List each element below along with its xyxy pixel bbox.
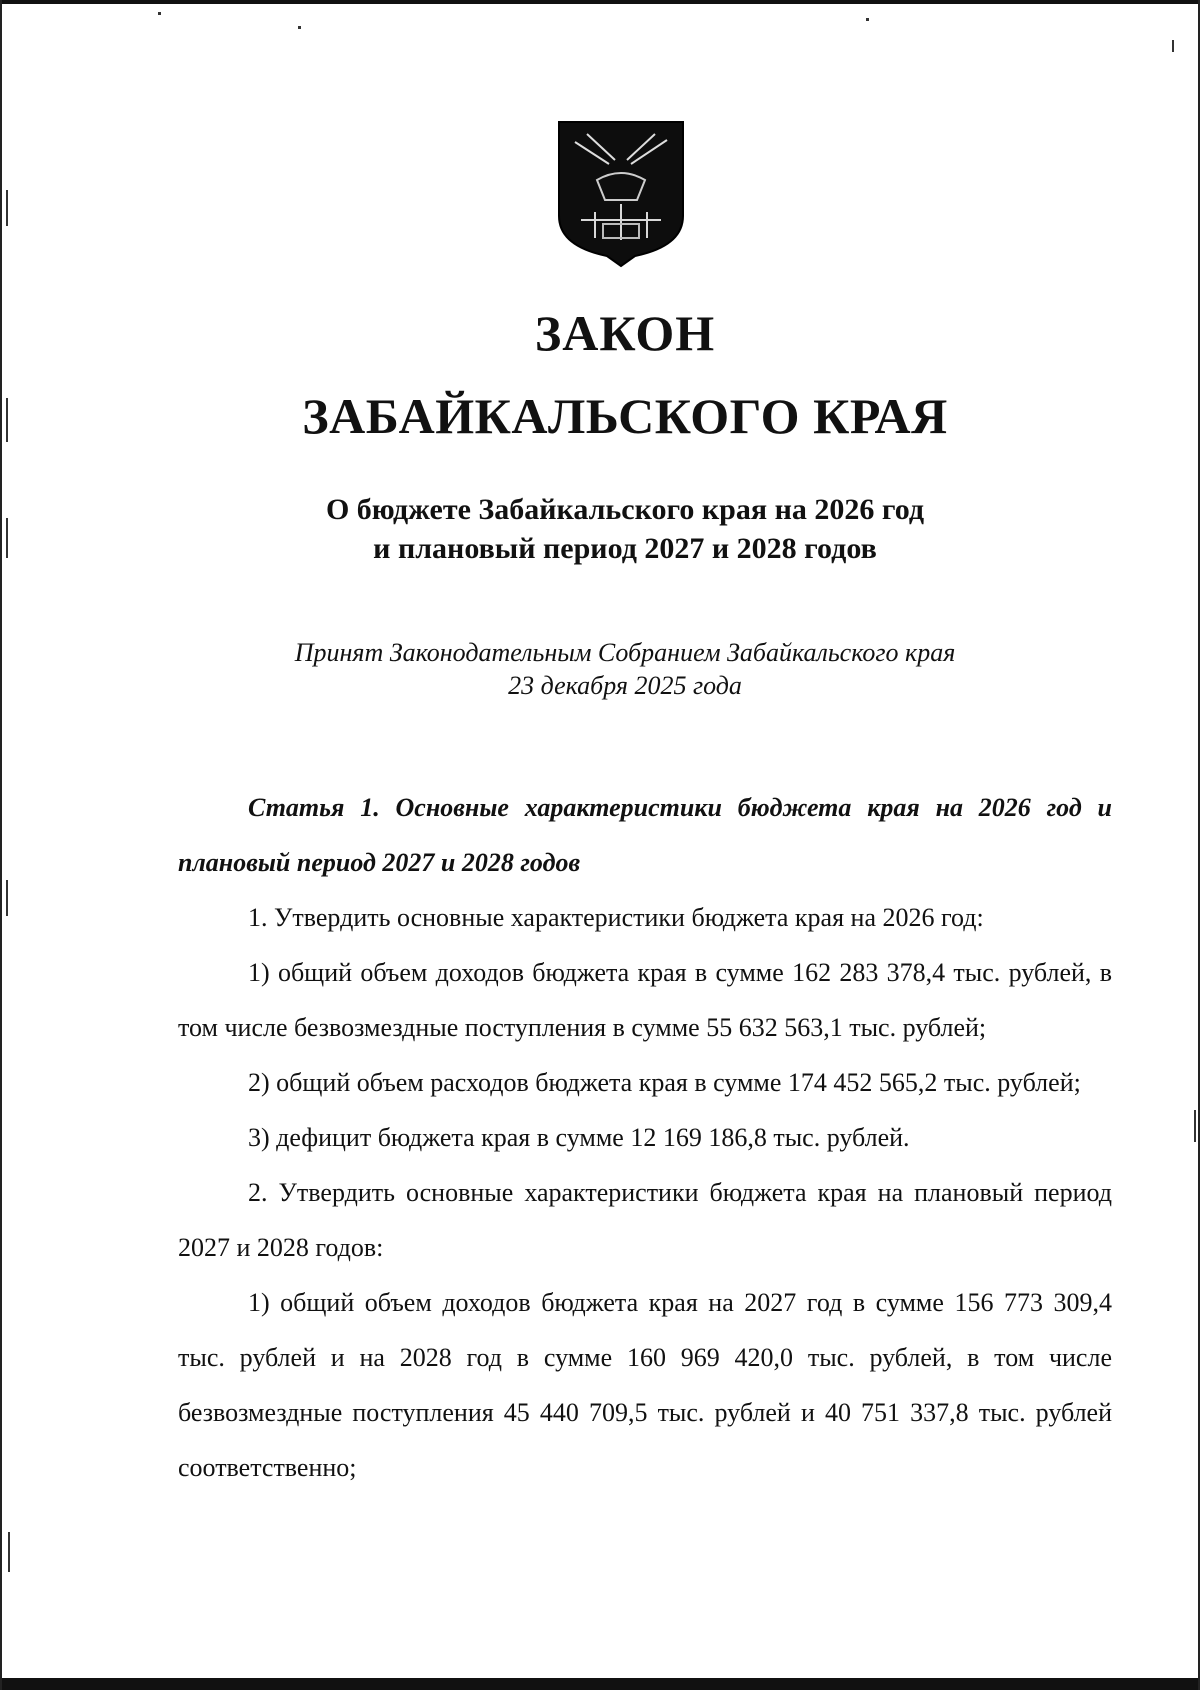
- subject-line: О бюджете Забайкальского края на 2026 год: [325, 493, 925, 526]
- scan-speck: [1194, 1110, 1196, 1142]
- scan-speck: [6, 880, 8, 916]
- scan-speck: [298, 26, 301, 29]
- page-border-bottom: [0, 1678, 1200, 1690]
- scan-speck: [1172, 40, 1174, 52]
- subject-line: и плановый период 2027 и 2028 годов: [373, 532, 877, 565]
- paragraph: 2. Утвердить основные характеристики бюджета края на плановый период 2027 и 2028 годов:: [178, 1178, 1112, 1262]
- adoption-date: 23 декабря 2025 года: [508, 671, 742, 700]
- adoption-line: Принят Законодательным Собранием Забайкальского края: [294, 638, 956, 667]
- paragraph: 2) общий объем расходов бюджета края в сумме 174 452 565,2 тыс. рублей;: [248, 1068, 1081, 1097]
- paragraph: 1. Утвердить основные характеристики бюджета края на 2026 год:: [248, 903, 984, 932]
- law-title: ЗАКОН: [534, 305, 716, 361]
- scan-speck: [6, 190, 8, 226]
- region-title: ЗАБАЙКАЛЬСКОГО КРАЯ: [302, 388, 948, 444]
- adoption-note: [0, 636, 1200, 702]
- paragraph: 1) общий объем доходов бюджета края на 2027 год в сумме 156 773 309,4 тыс. рублей и на 2028 год в сумме 160 969 420,0 тыс. рублей, в том числе безвозмездные поступления 45 440 709,5 тыс. рублей и 40 751 337,8 тыс. рублей соответственно;: [178, 1288, 1112, 1482]
- law-subject: [0, 490, 1200, 568]
- page-border-top: [0, 0, 1200, 4]
- scan-speck: [8, 1532, 10, 1572]
- paragraph: 3) дефицит бюджета края в сумме 12 169 186,8 тыс. рублей.: [248, 1123, 910, 1152]
- paragraph: 1) общий объем доходов бюджета края в сумме 162 283 378,4 тыс. рублей, в том числе безвозмездные поступления в сумме 55 632 563,1 тыс. рублей;: [178, 958, 1112, 1042]
- article-heading: Статья 1. Основные характеристики бюджета края на 2026 год и плановый период 2027 и 2028 годов: [178, 793, 1112, 877]
- scan-speck: [866, 18, 869, 21]
- page-border-left: [0, 0, 2, 1690]
- scan-speck: [158, 12, 161, 15]
- coat-of-arms-icon: [557, 120, 685, 268]
- article-1: [178, 780, 1112, 1495]
